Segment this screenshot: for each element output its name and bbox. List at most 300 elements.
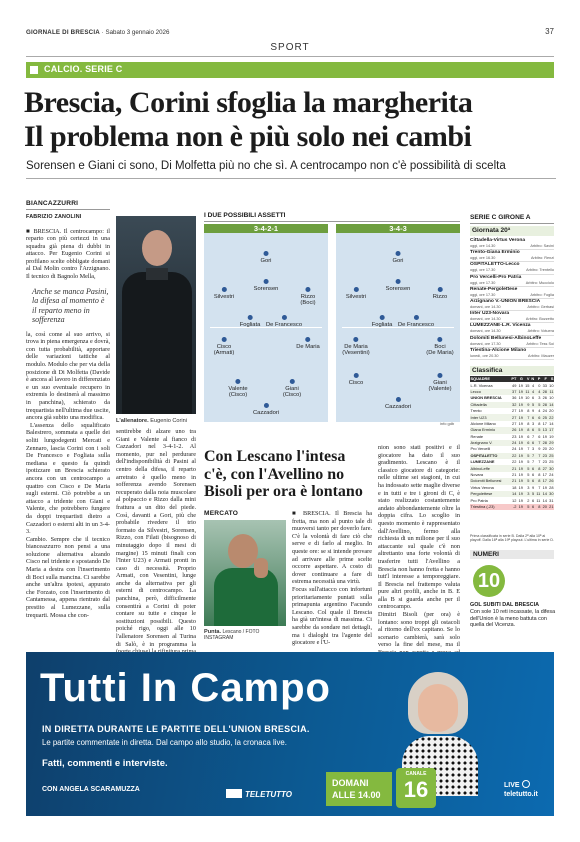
- fixture-time: oggi, ore 14.30: [470, 244, 496, 248]
- player-name: Cisco: [348, 379, 364, 386]
- table-cell: Virtus Verona: [470, 484, 494, 490]
- table-cell: 5: [523, 478, 530, 484]
- table-cell: 24: [542, 408, 547, 414]
- table-cell: 3: [527, 484, 530, 490]
- fixture-teams: Triestina-Alcione Milano: [470, 347, 527, 353]
- table-cell: 5: [530, 402, 535, 408]
- standings-title: Classifica: [470, 366, 554, 375]
- caption-name: Lescano: [222, 629, 242, 635]
- paper-name: GIORNALE DI BRESCIA: [26, 29, 100, 36]
- table-cell: Lecco: [470, 389, 510, 395]
- field-2: [336, 224, 460, 422]
- fixture-teams: Trento-Giana Erminio: [470, 250, 520, 256]
- fixture-referee: Arbitro: Tess Soi: [526, 341, 554, 346]
- player-name: Silvestri: [213, 293, 235, 300]
- player-marker: [228, 379, 247, 399]
- table-cell: Pergolettese: [470, 491, 510, 497]
- table-cell: 19: [542, 433, 547, 439]
- fixture-referee: Arbitro: Renzi: [530, 256, 554, 261]
- table-cell: 37: [510, 389, 517, 395]
- square-icon: [30, 66, 38, 74]
- player-dot-icon: [414, 315, 419, 320]
- table-cell: 19: [518, 395, 523, 401]
- player-dot-icon: [305, 287, 310, 292]
- table-cell: Inter U23: [470, 414, 510, 420]
- table-cell: 7: [523, 414, 530, 420]
- table-cell: 33: [542, 382, 547, 388]
- table-cell: 8: [538, 472, 541, 478]
- table-header-cell: G: [517, 376, 524, 382]
- player-marker: [398, 315, 434, 328]
- table-cell: 6: [530, 465, 535, 471]
- table-cell: 9: [538, 446, 541, 452]
- fixture-teams: Renate-Pergolettese: [470, 286, 518, 292]
- player-name: Cisco (Armati): [213, 343, 235, 357]
- table-cell: 11: [536, 491, 541, 497]
- caption-name: Eugenio Corini: [150, 418, 187, 424]
- player-name: Rizzo (Boci): [300, 293, 316, 307]
- fixture-referee: Arbitro: Mauzer: [528, 353, 554, 358]
- table-cell: 8: [535, 465, 541, 471]
- table-cell: 6: [527, 433, 530, 439]
- player-marker: [266, 315, 302, 328]
- table-cell: Cittadella: [470, 402, 510, 408]
- player-dot-icon: [380, 315, 385, 320]
- ad-channel-badge: CANALE 16: [396, 768, 436, 808]
- player-marker: [428, 373, 451, 393]
- table-cell: 6: [530, 414, 535, 420]
- table-cell: 9: [531, 484, 535, 490]
- player-name: Sorensen: [385, 285, 411, 292]
- player-name: De Maria (Vesentini): [342, 343, 370, 357]
- headline-line1: Brescia, Corini sfoglia la margherita: [24, 86, 473, 119]
- graphic-title: I DUE POSSIBILI ASSETTI: [204, 212, 460, 222]
- table-cell: 22: [510, 453, 517, 459]
- table-cell: 20: [542, 504, 547, 509]
- table-cell: 5: [523, 453, 530, 459]
- table-cell: 7: [535, 453, 541, 459]
- page-header: GIORNALE DI BRESCIA · Sabato 3 gennaio 2026 37: [26, 27, 554, 36]
- player-marker: [342, 337, 369, 357]
- player-photo: [204, 520, 286, 626]
- table-cell: 19: [542, 484, 547, 490]
- player-dot-icon: [395, 251, 400, 256]
- table-cell: 27: [512, 408, 517, 414]
- page-number: 37: [545, 27, 554, 36]
- caption-label: L'allenatore.: [116, 418, 149, 424]
- table-cell: 24: [512, 446, 517, 452]
- caption-credit: / FOTO INSTAGRAM: [204, 629, 260, 641]
- table-cell: 19: [518, 382, 523, 388]
- player-name: Cazzadori: [252, 409, 280, 416]
- table-cell: Arzignano V.: [470, 440, 510, 446]
- player-name: De Maria: [296, 343, 320, 350]
- player-marker: [372, 315, 393, 328]
- article-label: BIANCAZZURRI: [26, 200, 79, 207]
- table-cell: 19: [518, 388, 523, 394]
- formation-label: 3-4-3: [389, 224, 407, 233]
- article2-label: MERCATO: [204, 510, 239, 517]
- table-cell: 14: [549, 420, 554, 426]
- ad-live: LIVE teletutto.it: [504, 782, 538, 798]
- table-cell: 17: [542, 478, 547, 484]
- player-dot-icon: [248, 315, 253, 320]
- table-cell: 5: [527, 472, 530, 478]
- table-cell: 25: [549, 452, 554, 458]
- ad-line-2: Le partite commentate in diretta. Dal campo allo studio, la cronaca live.: [42, 738, 287, 747]
- article2-column-1: ■ BRESCIA. Il Brescia ha fretta, ma non al punto tale di muoversi tanto per doverlo fare. C'è la volontà di fare ciò che serve e di farlo al meglio. In queste ore: se si intende provare ad arrivare alle prime scelte occorre aspettare. A costo di dover continuare a fare di estrema necessità una virtù. Focus sull'attacco con infortuni prioritariamente puntati sulla primapunta argentino Facundo Lescano. Col quale il Brescia ha già un'intesa di massima. Ci sarebbe da sondare nei dettagli, ma i dialoghi tra l'agente del giocatore e l'U-: [292, 510, 372, 647]
- table-cell: 15: [525, 382, 530, 388]
- table-cell: 27: [512, 420, 517, 426]
- table-cell: 6: [530, 504, 535, 510]
- table-cell: 8: [523, 427, 530, 433]
- player-dot-icon: [263, 251, 268, 256]
- table-cell: 0: [538, 382, 541, 388]
- table-cell: 6: [531, 497, 535, 503]
- table-cell: Alcione Milano: [470, 420, 496, 426]
- article-paragraph: ■ BRESCIA. Il centrocampo: il reparto con più certezzi in una squadra già piena di dubbi in attacco. Per Eugenio Corini si profilano scelte obbligate domani al Dal Molin contro l'Arzignano. Il tecnico di Bagnolo Mella,: [26, 227, 110, 281]
- table-cell: 19: [518, 408, 523, 414]
- table-cell: 6: [535, 414, 541, 420]
- table-cell: Pro Vercelli: [470, 446, 491, 452]
- headline: [24, 86, 558, 154]
- table-cell: 21: [510, 465, 517, 471]
- player-name: Giani (Valente): [428, 379, 452, 393]
- table-cell: 7: [538, 484, 541, 490]
- player-marker: [433, 287, 448, 300]
- player-dot-icon: [354, 373, 359, 378]
- formation-label: 3-4-2-1: [253, 224, 279, 233]
- table-cell: 10: [525, 395, 530, 401]
- player-marker: [349, 373, 364, 386]
- table-cell: 21: [549, 504, 554, 509]
- table-cell: 28: [542, 440, 547, 446]
- fixture-time: lunedì, ore 20.30: [470, 353, 499, 358]
- table-header-cell: SQUADRE: [470, 376, 510, 382]
- table-cell: Dolomiti Bellunesi: [470, 478, 510, 484]
- table-cell: 4: [538, 408, 541, 414]
- player-marker: [254, 279, 279, 292]
- table-header-cell: P: [535, 376, 541, 382]
- player-name: Rizzo: [432, 293, 448, 300]
- table-cell: 3: [523, 491, 530, 497]
- player-marker: [300, 287, 315, 307]
- table-cell: 8: [527, 408, 530, 414]
- fixture-referee: Arbitro: Mucciolo: [525, 280, 554, 285]
- player-dot-icon: [289, 379, 294, 384]
- table-cell: 5: [527, 459, 530, 465]
- table-cell: 19: [518, 446, 523, 452]
- player-marker: [346, 287, 366, 300]
- table-cell: 30: [549, 491, 554, 497]
- matchday-title: Giornata 20ª: [470, 226, 554, 236]
- coach-photo: [116, 216, 196, 414]
- player-name: De Francesco: [397, 321, 435, 328]
- table-cell: 8: [535, 478, 541, 484]
- table-cell: 10: [549, 382, 554, 388]
- player-marker: [283, 379, 301, 399]
- issue-date: Sabato 3 gennaio 2026: [105, 29, 170, 36]
- table-cell: 5: [535, 427, 541, 433]
- play-icon: [522, 780, 530, 788]
- table-cell: 23: [542, 459, 547, 465]
- table-cell: 28: [542, 401, 547, 407]
- table-cell: 17: [542, 472, 547, 478]
- table-cell: 5: [530, 491, 535, 497]
- table-cell: 28: [549, 484, 554, 490]
- table-cell: 27: [510, 414, 517, 420]
- big-number: 10: [473, 565, 505, 597]
- fixtures-list: [470, 238, 554, 360]
- caption-label: Punta.: [204, 629, 222, 635]
- table-cell: 14: [542, 491, 547, 497]
- table-cell: 6: [538, 433, 541, 439]
- fixture-time: oggi, ore 16.30: [470, 256, 496, 261]
- table-cell: 21: [512, 472, 517, 478]
- table-cell: 49: [512, 382, 517, 388]
- article-paragraph: L'assenza dello squalificato Balestrero, sommata a quelle dei soliti lungodegenti Mercati e Zennaro, lascia Corini con i soli De Francesco e Fogliata sulla mediana e questo fa quindi ipotizzare un Brescia schierato ancora con un centrocampo a quattro con Cisco e De Maria sugli esterni. Ciò potrebbe a un attacco a tridente con Giani e Valente, che potrebbero fungere da doppi trequartisti dietro a Cazzadori o esterni alti in un 3-4-3.: [26, 421, 110, 536]
- table-cell: 14: [549, 401, 554, 407]
- table-cell: 30: [549, 465, 554, 471]
- table-cell: 7: [538, 459, 541, 465]
- table-cell: 17: [542, 420, 547, 426]
- player-marker: [296, 337, 320, 350]
- table-cell: 6: [531, 472, 535, 478]
- table-header-cell: PT: [511, 376, 517, 382]
- table-cell: 18: [512, 484, 517, 490]
- player-name: Fogliata: [371, 321, 393, 328]
- table-row: [470, 504, 554, 510]
- formations-graphic: [204, 224, 460, 426]
- player-marker: [393, 251, 404, 264]
- table-cell: 10: [549, 395, 554, 401]
- table-cell: 22: [512, 459, 517, 465]
- table-cell: 19: [518, 452, 523, 458]
- player-name: Fogliata: [239, 321, 261, 328]
- table-cell: 7: [531, 433, 535, 439]
- player-marker: [214, 337, 235, 357]
- fixture-referee: Arbitro: Votuera: [527, 329, 554, 334]
- fixture-teams: Pro Vercelli-Pro Patria: [470, 274, 522, 280]
- table-cell: 8: [535, 504, 541, 510]
- table-cell: -2: [510, 504, 517, 510]
- table-cell: 5: [523, 465, 530, 471]
- player-name: Cazzadori: [384, 403, 412, 410]
- table-cell: 19: [518, 484, 523, 490]
- pull-quote: Anche se manca Pasini, la difesa al momento è il reparto meno in sofferenza: [32, 286, 109, 325]
- table-cell: Giana Erminio: [470, 427, 510, 433]
- ad-title: Tutti In Campo: [40, 666, 331, 710]
- table-cell: 6: [531, 395, 535, 401]
- table-cell: 6: [530, 440, 535, 446]
- fixture-referee: Arbitro: Gerbasi: [527, 304, 554, 309]
- player-name: Giani (Cisco): [282, 385, 302, 399]
- table-cell: L.R. Vicenza: [470, 382, 493, 388]
- table-cell: 19: [518, 459, 523, 465]
- table-header-cell: V: [523, 376, 530, 382]
- fixture-teams: OSPITALETTO-Lecco: [470, 262, 520, 268]
- player-marker: [386, 279, 411, 292]
- table-cell: 11: [536, 497, 541, 503]
- article-paragraph: la, così come al suo arrivo, si trova in piena emergenza e dovrà, con tutta probabilità, apportare delle variazioni tattiche al modulo. Modulo che per via della posizione di Di Molfetta (Davide è ancora al lavoro in differenziato e un suo eventuale recupero in extremis lo destinerà al massimo in panchina), schierato da trequartista nell'ultima due uscite, ancora già subito una modifica.: [26, 330, 110, 422]
- fixture-time: domani, ore 14.30: [470, 329, 501, 334]
- fixture-time: oggi, ore 17.30: [470, 280, 496, 285]
- photo-caption: [204, 629, 288, 641]
- table-cell: 19: [518, 433, 523, 439]
- fixture-item: [470, 336, 554, 348]
- table-cell: 3: [538, 395, 541, 401]
- table-cell: 24: [549, 472, 554, 478]
- advertisement[interactable]: [26, 652, 554, 816]
- article-column-2: sentirebbe di alzare uno tra Giani e Valente al fianco di Cazzadori nel 3-4-1-2. Al momento, pur nel perdurare dell'indisponibilità di Pasini al centro della difesa, il reparto arretrato è quello meno in sofferenza avendo Sorensen recuperato dalla noia muscolare al polpaccio e Rizzo dalla mini fratturа a un dito del piede. Così, davanti a Gori, più che probabile rivedere il trio formato da Silvestri, Sorensen, Rizzo, con Filati (bisognoso di minutaggio dopo il mesi di margine) 15 minuti finali con l'Inter U23) e Armati pronti in caso di necessità. Proprio Armati, con Vesentini, lunge anche da alternativa per gli esterni di centrocampo. La panchina, però, difficilmente consentirà a Corini di poter contare su tutte e cinque le sostituzioni possibili. Questo poiché rigo, oggi alle 10 l'allenatore Sorensen al Turina di Salò, è in programma la: [116, 428, 196, 648]
- table-cell: 6: [523, 440, 530, 446]
- fixture-referee: Arbitro: Foglia: [530, 292, 554, 297]
- table-cell: 25: [542, 414, 547, 420]
- byline: FABRIZIO ZANOLINI: [26, 213, 82, 220]
- table-cell: 19: [518, 420, 523, 426]
- table-cell: 20: [542, 446, 547, 452]
- table-cell: 6: [530, 478, 535, 484]
- player-dot-icon: [263, 279, 268, 284]
- table-cell: 3: [531, 446, 535, 452]
- fixture-item: [470, 262, 554, 274]
- player-name: Sorensen: [253, 285, 279, 292]
- player-dot-icon: [395, 279, 400, 284]
- table-cell: 14: [510, 491, 517, 497]
- fixture-teams: Cittadella-Virtus Verona: [470, 238, 526, 243]
- player-marker: [261, 251, 272, 264]
- table-cell: Novara: [470, 472, 484, 478]
- fixture-teams: LUMEZZANE-L.R. Vicenza: [470, 323, 531, 329]
- table-cell: 19: [518, 465, 523, 471]
- table-cell: 23: [512, 433, 517, 439]
- table-cell: 3: [531, 420, 535, 426]
- player-name: Gori: [260, 257, 272, 264]
- player-dot-icon: [221, 337, 226, 342]
- player-dot-icon: [235, 379, 240, 384]
- table-cell: 19: [518, 472, 523, 478]
- ad-line-1: IN DIRETTA DURANTE LE PARTITE DELL'UNION BRESCIA.: [42, 724, 310, 734]
- headline-line2: Il problema non è più solo nei cambi: [24, 120, 472, 153]
- player-dot-icon: [395, 397, 400, 402]
- table-cell: 25: [549, 459, 554, 465]
- numbers-box-text: [470, 602, 556, 629]
- table-cell: 19: [518, 401, 523, 407]
- table-cell: LUMEZZANE: [470, 459, 495, 465]
- ad-line-4: CON ANGELA SCARAMUZZA: [42, 786, 140, 793]
- table-cell: 7: [531, 459, 535, 465]
- league-title: SERIE C GIRONE A: [470, 214, 554, 224]
- ad-line-3: Fatti, commenti e interviste.: [42, 758, 168, 769]
- table-cell: AlbinoLeffe: [470, 465, 510, 471]
- table-cell: 12: [512, 497, 517, 503]
- table-cell: UNION BRESCIA: [470, 395, 502, 401]
- player-dot-icon: [263, 403, 268, 408]
- table-cell: 27: [542, 465, 547, 471]
- table-cell: 17: [549, 427, 554, 433]
- table-cell: 19: [518, 427, 523, 433]
- fixture-referee: Arbitro: Trentello: [526, 268, 554, 273]
- table-cell: 19: [518, 478, 523, 484]
- kicker-bar: [26, 62, 554, 78]
- table-cell: 32: [510, 402, 517, 408]
- table-cell: 9: [523, 402, 530, 408]
- table-cell: 11: [525, 388, 530, 394]
- fixture-teams: Arzignano V.-UNION BRESCIA: [470, 298, 541, 304]
- fixture-item: [470, 250, 554, 262]
- table-cell: 20: [549, 408, 554, 414]
- numbers-box-title: NUMERI: [470, 550, 554, 559]
- photo-caption: [116, 418, 202, 424]
- article2-column-2: nion sono stati positivi e il giocatore ha dato il suo gradimento. Lescano è il classico giocatore di categorie: nelle ultime sei stagioni, in cui ha indossato sette maglie diverse e in tutti e tre i gironi di C, è stato realizzato costantemente andato abbondantemente oltre la doppia cifra. Lo scoglio in questo momento è rappresentato dall'Avellino, fermo alla richiesta di un milione per il suo attaccante sul quale c'è non altrettanto una forte volontà di trasferire tutti l'Avellino a Brescia non hanno fretta e hanno tutt'l interesse a temporeggiare. Il Brescia nel frattempo valuta pure altri profili, anche in B. E alla B si guarda anche per il centrocampo. Dimitri Bisoli (per ora) è lontano: sono troppi gli ostacoli al ritorno dell'ex capitano. Se lo scenario cambierà, sarà solo verso la fine del mese, ma il: [378, 444, 460, 649]
- player-marker: [240, 315, 261, 328]
- table-cell: 5: [523, 504, 530, 510]
- table-header-cell: S: [547, 376, 554, 382]
- kicker-label: CALCIO. SERIE C: [44, 64, 123, 74]
- player-marker: [214, 287, 234, 300]
- table-cell: 7: [535, 440, 541, 446]
- player-dot-icon: [306, 337, 311, 342]
- fixture-time: oggi, ore 17.30: [470, 292, 496, 297]
- table-cell: 8: [527, 420, 530, 426]
- table-cell: 19: [518, 497, 523, 503]
- player-dot-icon: [282, 315, 287, 320]
- fixture-item: [470, 287, 554, 299]
- fixture-item: [470, 238, 554, 250]
- table-cell: 22: [549, 414, 554, 420]
- ad-brand: TELETUTTO: [226, 789, 292, 799]
- fixture-item: [470, 275, 554, 287]
- table-cell: 19: [518, 440, 523, 446]
- table-cell: Renate: [470, 433, 484, 439]
- player-dot-icon: [353, 337, 358, 342]
- table-cell: 21: [510, 478, 517, 484]
- numbers-description: Con sole 10 reti incassate, la difesa dell'Union è la meno battuta con quella del Vicenza.: [470, 608, 556, 629]
- table-cell: 23: [542, 452, 547, 458]
- table-cell: 24: [510, 440, 517, 446]
- table-cell: 31: [549, 497, 554, 503]
- table-cell: 7: [527, 446, 530, 452]
- section-title: SPORT: [26, 42, 554, 57]
- table-cell: 26: [542, 395, 547, 401]
- table-cell: 8: [538, 420, 541, 426]
- teletutto-logo-icon: [226, 789, 242, 798]
- field-1: [204, 224, 328, 422]
- table-cell: 2: [527, 497, 530, 503]
- table-cell: 4: [531, 382, 535, 388]
- table-cell: 28: [542, 388, 547, 394]
- table-cell: 19: [518, 504, 523, 509]
- table-header-cell: F: [541, 376, 548, 382]
- player-name: Gori: [392, 257, 404, 264]
- player-dot-icon: [353, 287, 358, 292]
- article-column-1: [26, 200, 110, 619]
- article-paragraph: Cambio. Sempre che il tecnico bianceazzurro non pensi a una soluzione alternativa alzando Cisco nel tridente e spostando De Maria a destra con l'inserimento di Boci sulla mancina. Ci sarebbe anche un'altra ipotesi, appurato che Forzato, con l'inserimento di Cantamessa, appena rientrato dal prestito al Lumezzane, sulla trequarti. Mossa che con-: [26, 535, 110, 619]
- ad-schedule: DOMANI ALLE 14.00: [326, 772, 392, 806]
- player-dot-icon: [438, 287, 443, 292]
- table-cell: 29: [549, 440, 554, 446]
- table-cell: 11: [547, 389, 554, 395]
- table-cell: 9: [531, 408, 535, 414]
- table-cell: Triestina (-23): [470, 504, 510, 510]
- player-dot-icon: [438, 373, 443, 378]
- fixture-time: domani, ore 14.30: [470, 304, 501, 309]
- fixture-teams: Inter U23-Novara: [470, 311, 510, 317]
- table-cell: Trento: [470, 408, 482, 414]
- fixture-referee: Arbitro: Bozzetto: [525, 317, 554, 322]
- fixture-item: [470, 348, 554, 360]
- table-cell: 19: [549, 433, 554, 439]
